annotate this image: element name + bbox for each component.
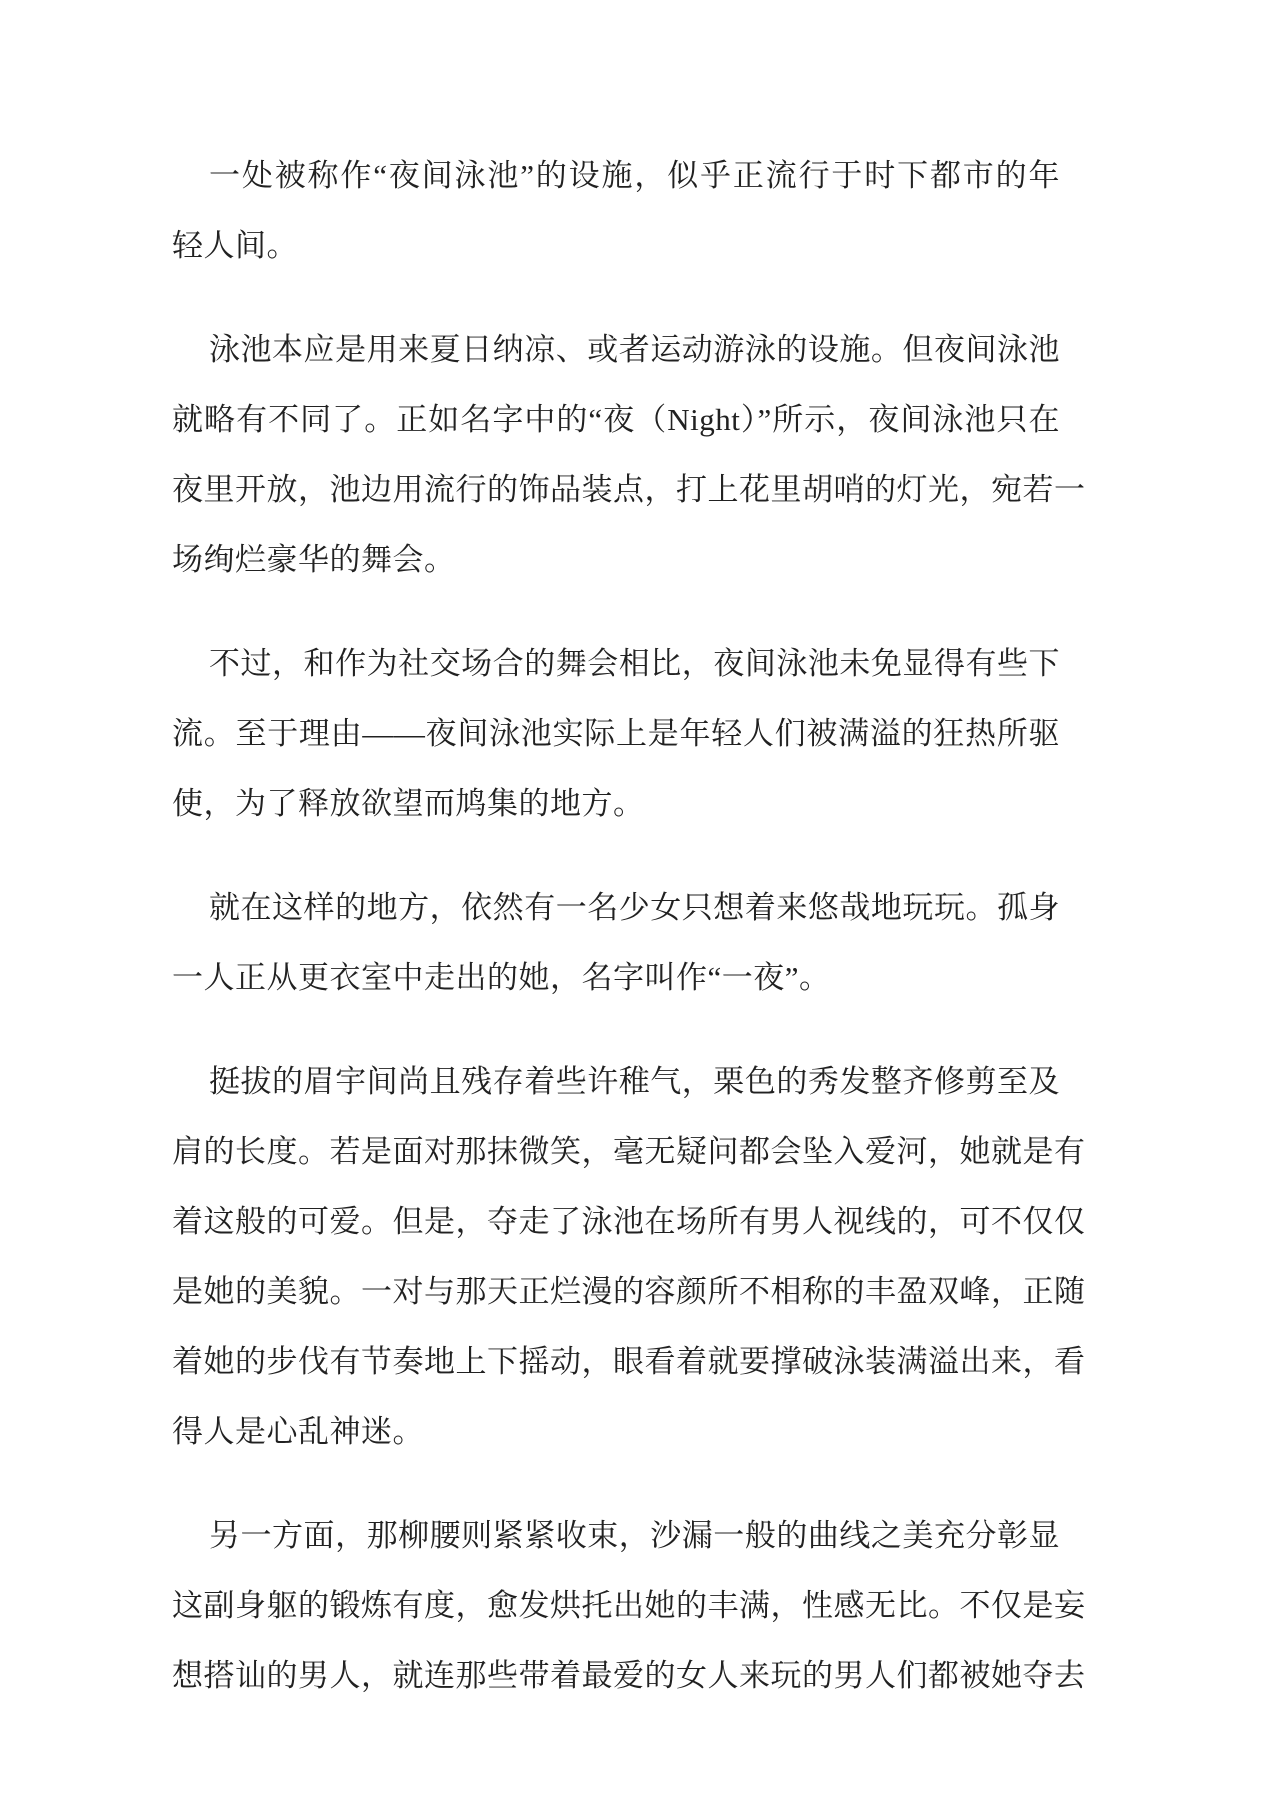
text-line: 得人是心乱神迷。 xyxy=(172,1414,424,1449)
text-line: 着她的步伐有节奏地上下摇动，眼看着就要撑破泳装满溢出来，看 xyxy=(172,1344,1086,1379)
text-line: 挺拔的眉宇间尚且残存着些许稚气，栗色的秀发整齐修剪至及 xyxy=(209,1064,1060,1099)
text-line: 一人正从更衣室中走出的她，名字叫作“一夜”。 xyxy=(172,960,831,995)
text-line: 场绚烂豪华的舞会。 xyxy=(172,542,456,577)
text-line: 就略有不同了。正如名字中的“夜（Night）”所示，夜间泳池只在 xyxy=(172,402,1060,437)
text-line: 一处被称作“夜间泳池”的设施，似乎正流行于时下都市的年 xyxy=(209,158,1060,193)
text-line: 就在这样的地方，依然有一名少女只想着来悠哉地玩玩。孤身 xyxy=(209,890,1060,925)
paragraph xyxy=(172,629,1060,839)
text-line: 想搭讪的男人，就连那些带着最爱的女人来玩的男人们都被她夺去 xyxy=(172,1658,1086,1693)
paragraph xyxy=(172,1501,1086,1711)
text-line: 使，为了释放欲望而鸠集的地方。 xyxy=(172,786,645,821)
text-line: 着这般的可爱。但是，夺走了泳池在场所有男人视线的，可不仅仅 xyxy=(172,1204,1086,1239)
text-line: 流。至于理由——夜间泳池实际上是年轻人们被满溢的狂热所驱 xyxy=(172,716,1060,751)
text-line: 是她的美貌。一对与那天正烂漫的容颜所不相称的丰盈双峰，正随 xyxy=(172,1274,1086,1309)
text-line: 这副身躯的锻炼有度，愈发烘托出她的丰满，性感无比。不仅是妄 xyxy=(172,1588,1086,1623)
paragraph xyxy=(172,141,1060,281)
text-line: 另一方面，那柳腰则紧紧收束，沙漏一般的曲线之美充分彰显 xyxy=(209,1518,1060,1553)
paragraph xyxy=(172,873,1060,1013)
text-line: 轻人间。 xyxy=(172,228,298,263)
text-line: 不过，和作为社交场合的舞会相比，夜间泳池未免显得有些下 xyxy=(209,646,1060,681)
document-body xyxy=(172,141,1086,1711)
text-line: 泳池本应是用来夏日纳凉、或者运动游泳的设施。但夜间泳池 xyxy=(209,332,1060,367)
paragraph xyxy=(172,315,1086,595)
text-line: 夜里开放，池边用流行的饰品装点，打上花里胡哨的灯光，宛若一 xyxy=(172,472,1086,507)
paragraph xyxy=(172,1047,1086,1467)
text-line: 肩的长度。若是面对那抹微笑，毫无疑问都会坠入爱河，她就是有 xyxy=(172,1134,1086,1169)
